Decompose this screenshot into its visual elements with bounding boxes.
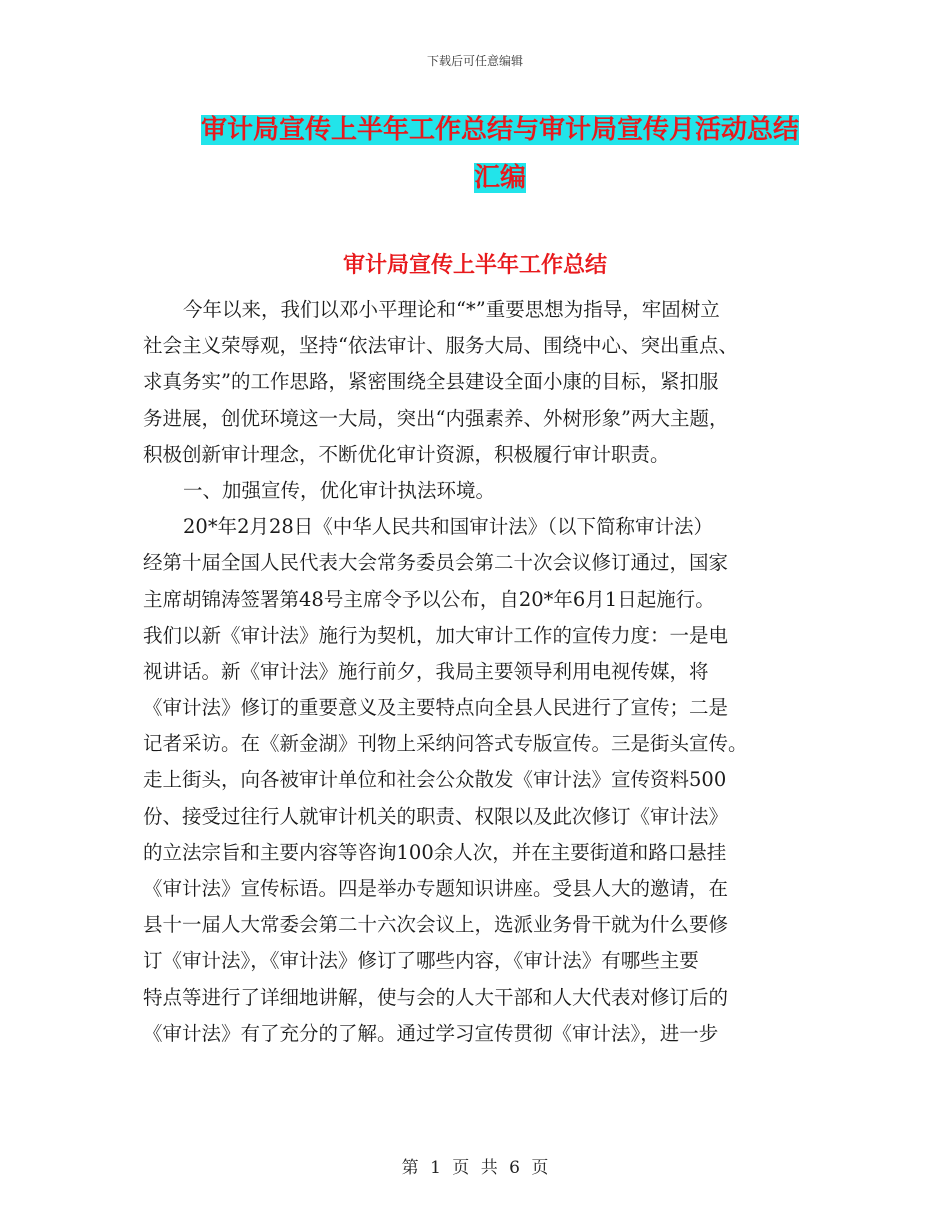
text-line: 20*年2月28日《中华人民共和国审计法》（以下简称审计法） — [183, 515, 714, 539]
text-line: 的立法宗旨和主要内容等咨询100余人次，并在主要街道和路口悬挂 — [143, 840, 727, 864]
text-line: 记者采访。在《新金湖》刊物上采纳问答式专版宣传。三是街头宣传。 — [143, 732, 748, 756]
text-line: 经第十届全国人民代表大会常务委员会第二十次会议修订通过，国家 — [143, 551, 729, 575]
document-title — [140, 106, 860, 202]
text-line: 特点等进行了详细地讲解，使与会的人大干部和人大代表对修订后的 — [143, 985, 729, 1009]
text-line: 份、接受过往行人就审计机关的职责、权限以及此次修订《审计法》 — [143, 804, 729, 828]
text-line: 求真务实”的工作思路，紧密围绕全县建设全面小康的目标，紧扣服 — [143, 370, 719, 394]
text-line: 视讲话。新《审计法》施行前夕，我局主要领导利用电视传媒，将 — [143, 659, 709, 683]
text-line: 积极创新审计理念，不断优化审计资源，积极履行审计职责。 — [143, 442, 670, 466]
section-title: 审计局宣传上半年工作总结 — [342, 253, 607, 278]
text-line: 《审计法》有了充分的了解。通过学习宣传贯彻《审计法》，进一步 — [143, 1021, 719, 1045]
text-line: 走上街头，向各被审计单位和社会公众散发《审计法》宣传资料500 — [143, 768, 727, 792]
text-line: 社会主义荣辱观，坚持“依法审计、服务大局、围绕中心、突出重点、 — [143, 334, 738, 358]
text-line: 主席胡锦涛签署第48号主席令予以公布，自20*年6月1日起施行。 — [143, 587, 715, 611]
text-line: 《审计法》宣传标语。四是举办专题知识讲座。受县人大的邀请，在 — [143, 877, 729, 900]
document-title-line-2: 汇编 — [473, 163, 526, 193]
text-line: 订《审计法》，《审计法》修订了哪些内容，《审计法》有哪些主要 — [143, 949, 699, 973]
text-line: 一、加强宣传，优化审计执法环境。 — [183, 478, 496, 502]
page-number: 第 1 页 共 6 页 — [401, 1158, 549, 1178]
text-line: 今年以来，我们以邓小平理论和“*”重要思想为指导，牢固树立 — [183, 298, 720, 321]
document-title-line-1: 审计局宣传上半年工作总结与审计局宣传月活动总结 — [200, 115, 799, 145]
body-text — [143, 292, 809, 1052]
text-line: 务进展，创优环境这一大局，突出“内强素养、外树形象”两大主题， — [143, 406, 729, 430]
text-line: 《审计法》修订的重要意义及主要特点向全县人民进行了宣传；二是 — [143, 696, 729, 720]
header-note: 下载后可任意编辑 — [426, 54, 523, 68]
text-line: 县十一届人大常委会第二十六次会议上，选派业务骨干就为什么要修 — [143, 913, 729, 937]
text-line: 我们以新《审计法》施行为契机，加大审计工作的宣传力度：一是电 — [143, 623, 729, 647]
